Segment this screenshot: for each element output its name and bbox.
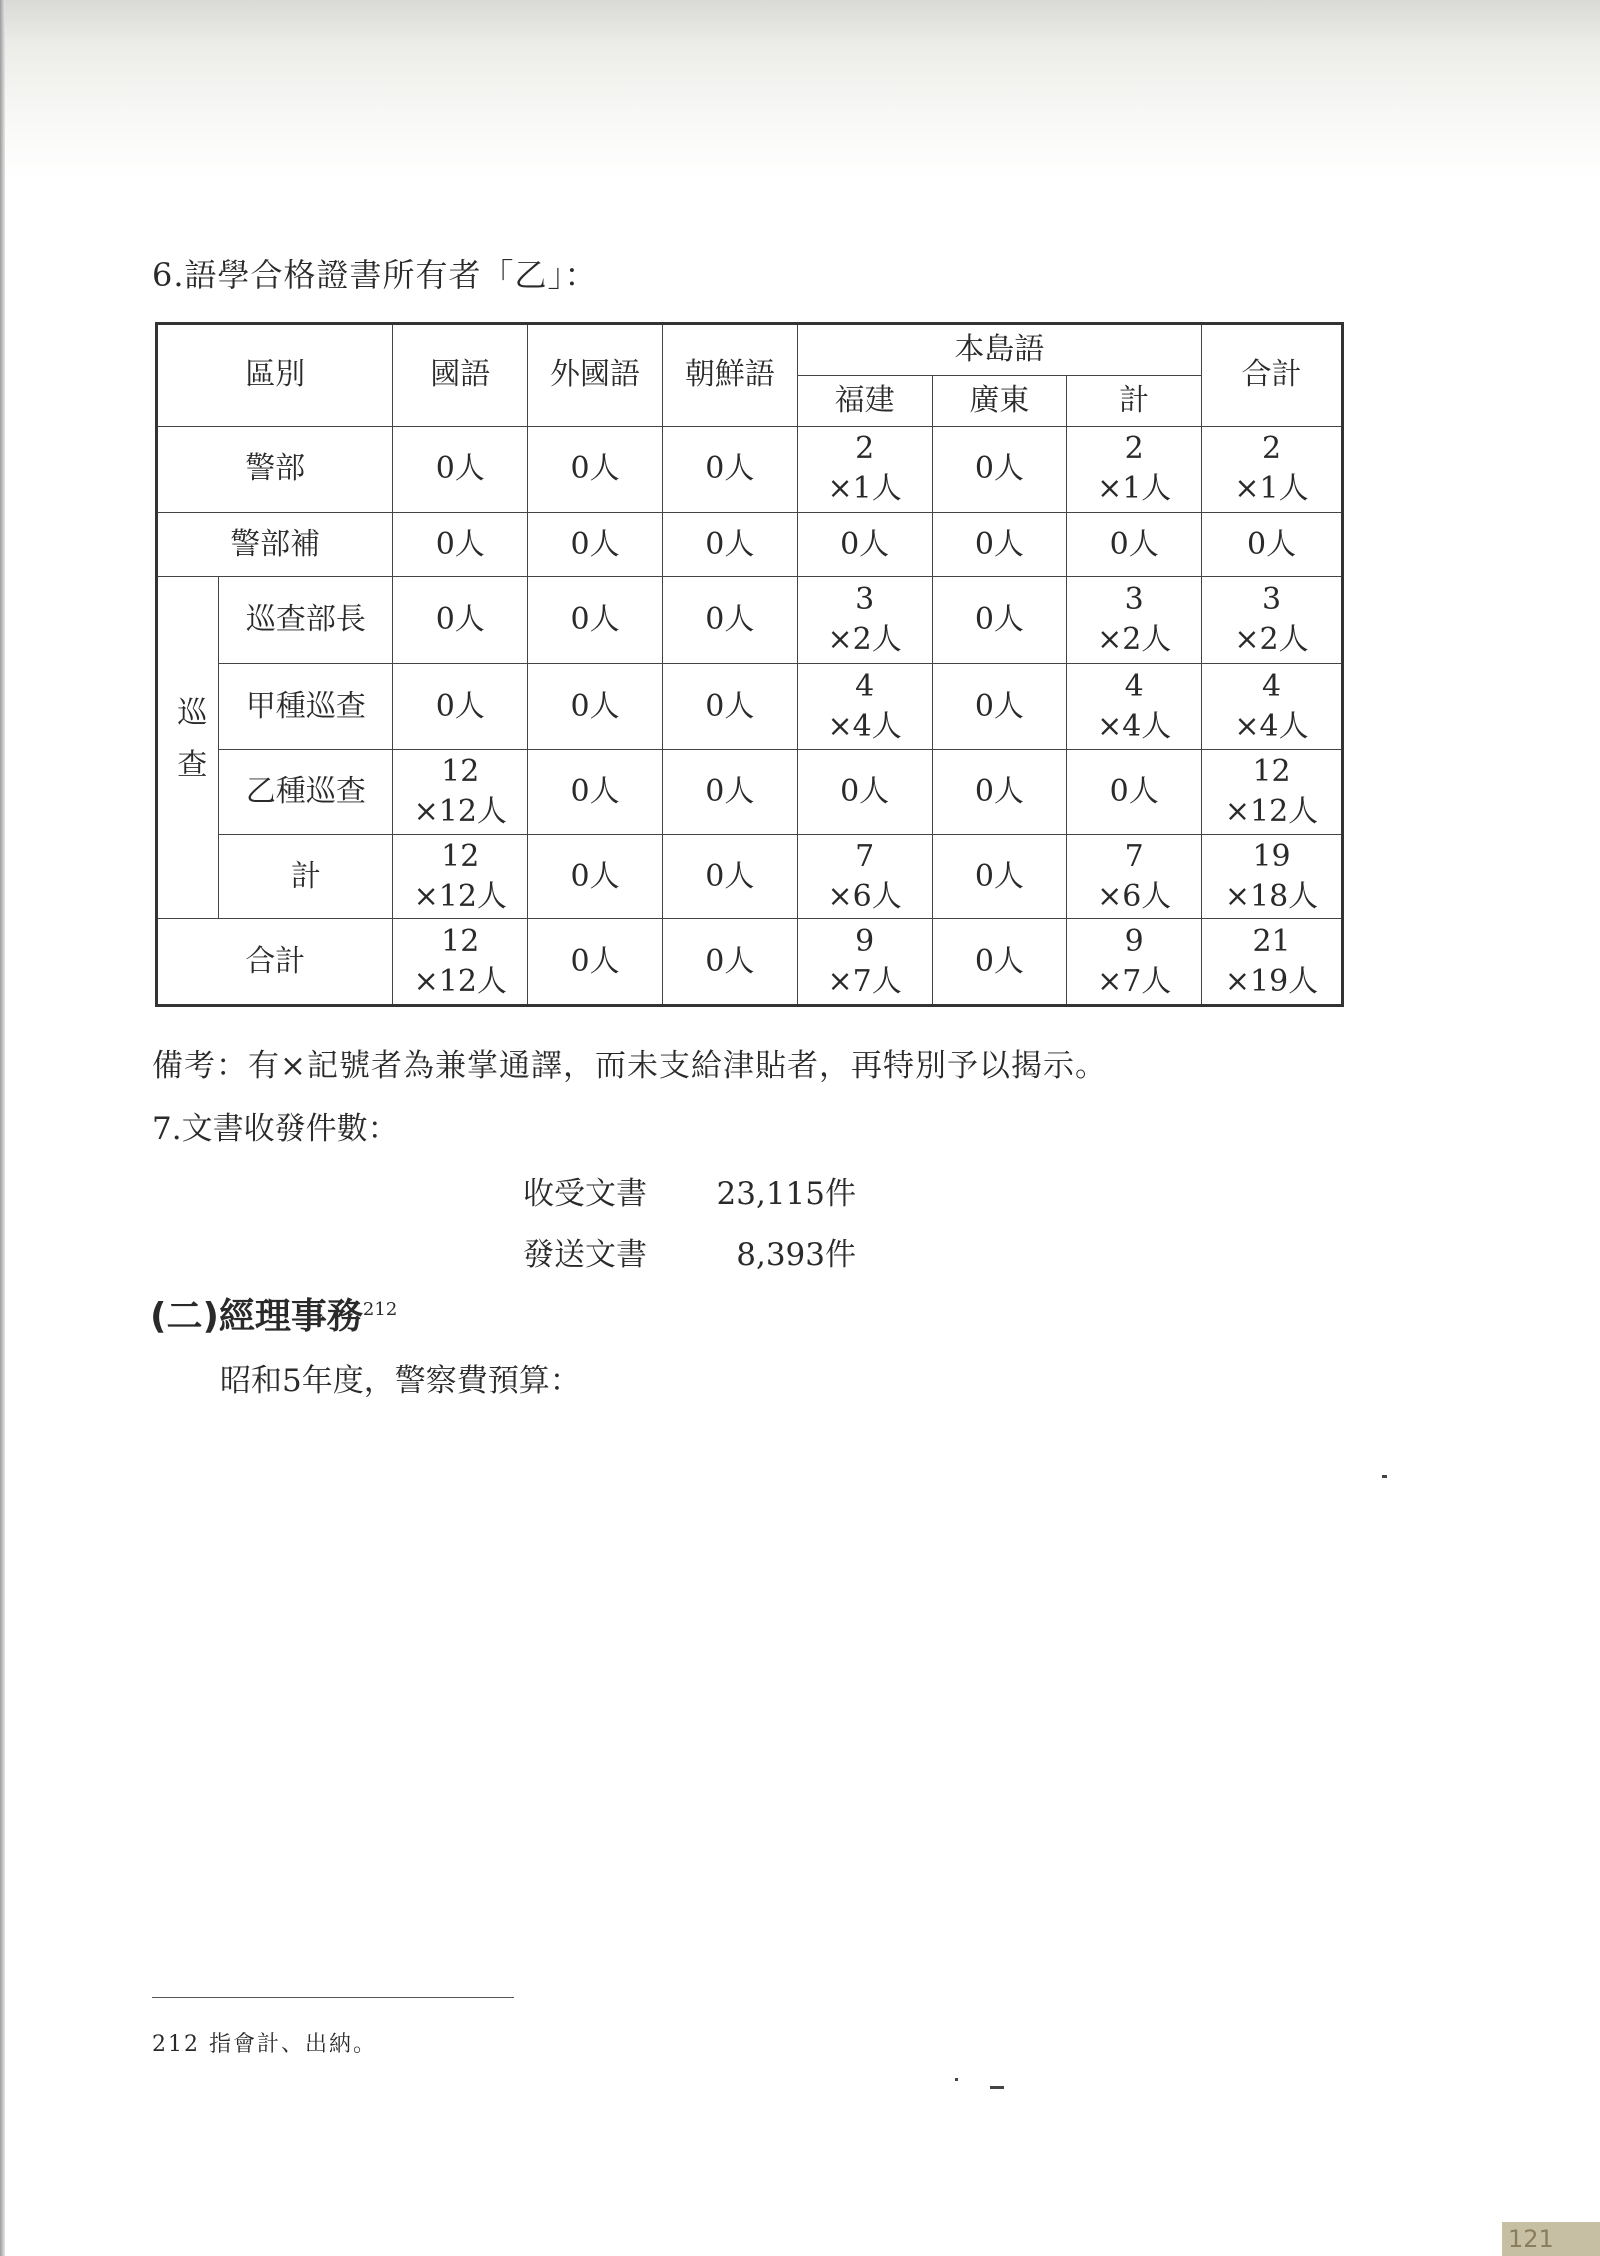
cell-text: 2: [1124, 431, 1144, 467]
row-label: 警部補: [157, 513, 393, 577]
table-cell: [1202, 919, 1343, 1006]
table-cell: [932, 426, 1067, 513]
header-qubie: 區別: [157, 324, 393, 427]
row-label: 甲種巡查: [219, 663, 393, 750]
cell-text: 9: [855, 923, 875, 959]
cell-text: 0人: [705, 526, 755, 562]
table-cell: [932, 834, 1067, 918]
table-cell: [528, 426, 663, 513]
cell-text: 0人: [435, 526, 485, 562]
row-label: 警部: [157, 426, 393, 513]
section-title: (二)經理事務: [150, 1296, 363, 1337]
cell-text: 0人: [570, 943, 620, 979]
cell-text: 0人: [435, 688, 485, 724]
table-cell: [393, 919, 528, 1006]
table-row: [157, 834, 1343, 918]
table-cell: [528, 750, 663, 834]
cell-text: 7: [1124, 838, 1144, 874]
table-cell: [662, 919, 797, 1006]
cell-text: 3: [1261, 582, 1282, 618]
cell-text: 0人: [974, 858, 1024, 894]
header-heji: 合計: [1202, 324, 1343, 427]
table-cell: [797, 919, 932, 1006]
table-row: [157, 426, 1343, 513]
table-cell: [662, 577, 797, 664]
cell-text: ×12人: [413, 794, 507, 830]
table-cell: [797, 513, 932, 577]
header-chaoxianyu: 朝鮮語: [662, 324, 797, 427]
table-cell: [662, 663, 797, 750]
cell-text: 0人: [705, 943, 755, 979]
header-ji: 計: [1067, 376, 1202, 426]
header-fujian: 福建: [797, 376, 932, 426]
document-label: 收受文書: [523, 1176, 647, 1212]
table-cell: [393, 513, 528, 577]
table-cell: [528, 834, 663, 918]
cell-text: ×2人: [827, 622, 902, 658]
footnote-reference: 212: [362, 1299, 398, 1320]
header-waiguoyu: 外國語: [528, 324, 663, 427]
table-cell: [1202, 513, 1343, 577]
table-row: [157, 750, 1343, 834]
table-cell: [1202, 834, 1343, 918]
cell-text: ×4人: [1234, 708, 1309, 744]
cell-text: 0人: [705, 774, 755, 810]
row-label: 計: [219, 834, 393, 918]
cell-text: 9: [1124, 923, 1144, 959]
cell-text: 4: [1124, 668, 1144, 704]
table-cell: [1202, 663, 1343, 750]
table-row: [157, 513, 1343, 577]
table-cell: [1067, 513, 1202, 577]
footnote-212: 212 指會計、出納。: [152, 2032, 377, 2057]
table-cell: [797, 426, 932, 513]
table-cell: [393, 750, 528, 834]
cell-text: 0人: [705, 451, 755, 487]
cell-text: 0人: [1246, 526, 1297, 562]
cell-text: 4: [1261, 668, 1282, 704]
table-cell: [1202, 750, 1343, 834]
cell-text: ×1人: [1097, 471, 1172, 507]
cell-text: 0人: [974, 526, 1024, 562]
cell-text: 12: [441, 923, 480, 959]
cell-text: 0人: [974, 602, 1024, 638]
document-row-sent: [523, 1229, 856, 1273]
table-cell: [797, 750, 932, 834]
cell-text: ×6人: [827, 878, 902, 914]
cell-text: ×19人: [1224, 963, 1319, 999]
heading-7: 7.文書收發件數：: [152, 1111, 399, 1147]
language-certificate-table: [155, 322, 1344, 1007]
table-row: [157, 919, 1343, 1006]
table-cell: [528, 919, 663, 1006]
table-cell: [932, 663, 1067, 750]
cell-text: 21: [1252, 923, 1291, 959]
group-label-xuncha: 巡查: [157, 577, 219, 919]
scan-speck: [955, 2078, 958, 2081]
table-cell: [1202, 577, 1343, 664]
table-cell: [393, 834, 528, 918]
table-cell: [662, 750, 797, 834]
cell-text: ×4人: [1097, 708, 1172, 744]
table-cell: [797, 663, 932, 750]
table-cell: [1067, 663, 1202, 750]
table-cell: [528, 513, 663, 577]
table-cell: [932, 513, 1067, 577]
table-cell: [932, 919, 1067, 1006]
table-cell: [797, 577, 932, 664]
cell-text: 0人: [705, 688, 755, 724]
row-label: 巡查部長: [219, 577, 393, 664]
remark-note: 備考：有×記號者為兼掌通譯，而未支給津貼者，再特別予以揭示。: [152, 1048, 1107, 1084]
table-cell: [528, 577, 663, 664]
page-number: 121: [1502, 2222, 1600, 2256]
document-count: 8,393件: [736, 1237, 856, 1273]
cell-text: 12: [1252, 754, 1291, 790]
table-cell: [393, 426, 528, 513]
cell-text: ×1人: [1234, 471, 1309, 507]
heading-6: 6.語學合格證書所有者「乙」：: [152, 256, 598, 294]
table-cell: [1067, 750, 1202, 834]
table-cell: [662, 513, 797, 577]
cell-text: 0人: [1109, 774, 1159, 810]
page-top-shadow: [0, 0, 1600, 180]
cell-text: ×6人: [1097, 878, 1172, 914]
cell-text: ×12人: [413, 878, 507, 914]
footnote-divider: [152, 1997, 514, 1998]
cell-text: 0人: [435, 602, 485, 638]
cell-text: 0人: [705, 858, 755, 894]
scan-speck: [990, 2086, 1004, 2089]
cell-text: 2: [1261, 431, 1282, 467]
table-cell: [393, 577, 528, 664]
budget-line: 昭和5年度，警察費預算：: [220, 1363, 581, 1399]
cell-text: 0人: [435, 451, 485, 487]
header-guangdong: 廣東: [932, 376, 1067, 426]
table-cell: [393, 663, 528, 750]
scan-speck: [1382, 1475, 1387, 1478]
table-cell: [662, 426, 797, 513]
document-count: 23,115件: [716, 1176, 856, 1212]
table-cell: [1067, 577, 1202, 664]
cell-text: 0人: [974, 774, 1024, 810]
cell-text: ×12人: [1224, 794, 1319, 830]
cell-text: ×18人: [1224, 878, 1319, 914]
table-cell: [1067, 426, 1202, 513]
cell-text: 0人: [1109, 526, 1159, 562]
cell-text: 0人: [570, 858, 620, 894]
cell-text: 12: [441, 754, 480, 790]
cell-text: 0人: [570, 526, 620, 562]
cell-text: ×7人: [1097, 963, 1172, 999]
cell-text: 4: [855, 668, 875, 704]
table-cell: [528, 663, 663, 750]
table-cell: [932, 750, 1067, 834]
table-cell: [1202, 426, 1343, 513]
table-cell: [1067, 834, 1202, 918]
cell-text: 2: [855, 431, 875, 467]
cell-text: 3: [855, 582, 875, 618]
page-left-edge: [0, 0, 5, 2256]
cell-text: ×1人: [827, 471, 902, 507]
header-guoyu: 國語: [393, 324, 528, 427]
cell-text: 0人: [974, 451, 1024, 487]
section-heading-2: [150, 1288, 397, 1339]
table-row: [157, 663, 1343, 750]
cell-text: 0人: [705, 602, 755, 638]
cell-text: 12: [441, 838, 480, 874]
cell-text: 0人: [974, 688, 1024, 724]
cell-text: 3: [1124, 582, 1144, 618]
cell-text: 0人: [570, 688, 620, 724]
document-label: 發送文書: [523, 1237, 647, 1273]
table-cell: [1067, 919, 1202, 1006]
cell-text: ×7人: [827, 963, 902, 999]
document-row-received: [523, 1168, 856, 1212]
cell-text: 0人: [840, 774, 890, 810]
row-label: 乙種巡查: [219, 750, 393, 834]
cell-text: ×4人: [827, 708, 902, 744]
cell-text: 0人: [570, 602, 620, 638]
cell-text: 7: [855, 838, 875, 874]
table-cell: [662, 834, 797, 918]
cell-text: 19: [1252, 838, 1291, 874]
row-label: 合計: [157, 919, 393, 1006]
cell-text: ×2人: [1234, 622, 1309, 658]
table-row: [157, 577, 1343, 664]
table-cell: [797, 834, 932, 918]
header-bendaoyu: 本島語: [797, 324, 1201, 376]
cell-text: 0人: [974, 943, 1024, 979]
cell-text: ×12人: [413, 963, 507, 999]
cell-text: 0人: [840, 526, 890, 562]
table-cell: [932, 577, 1067, 664]
cell-text: ×2人: [1097, 622, 1172, 658]
cell-text: 0人: [570, 774, 620, 810]
cell-text: 0人: [570, 451, 620, 487]
